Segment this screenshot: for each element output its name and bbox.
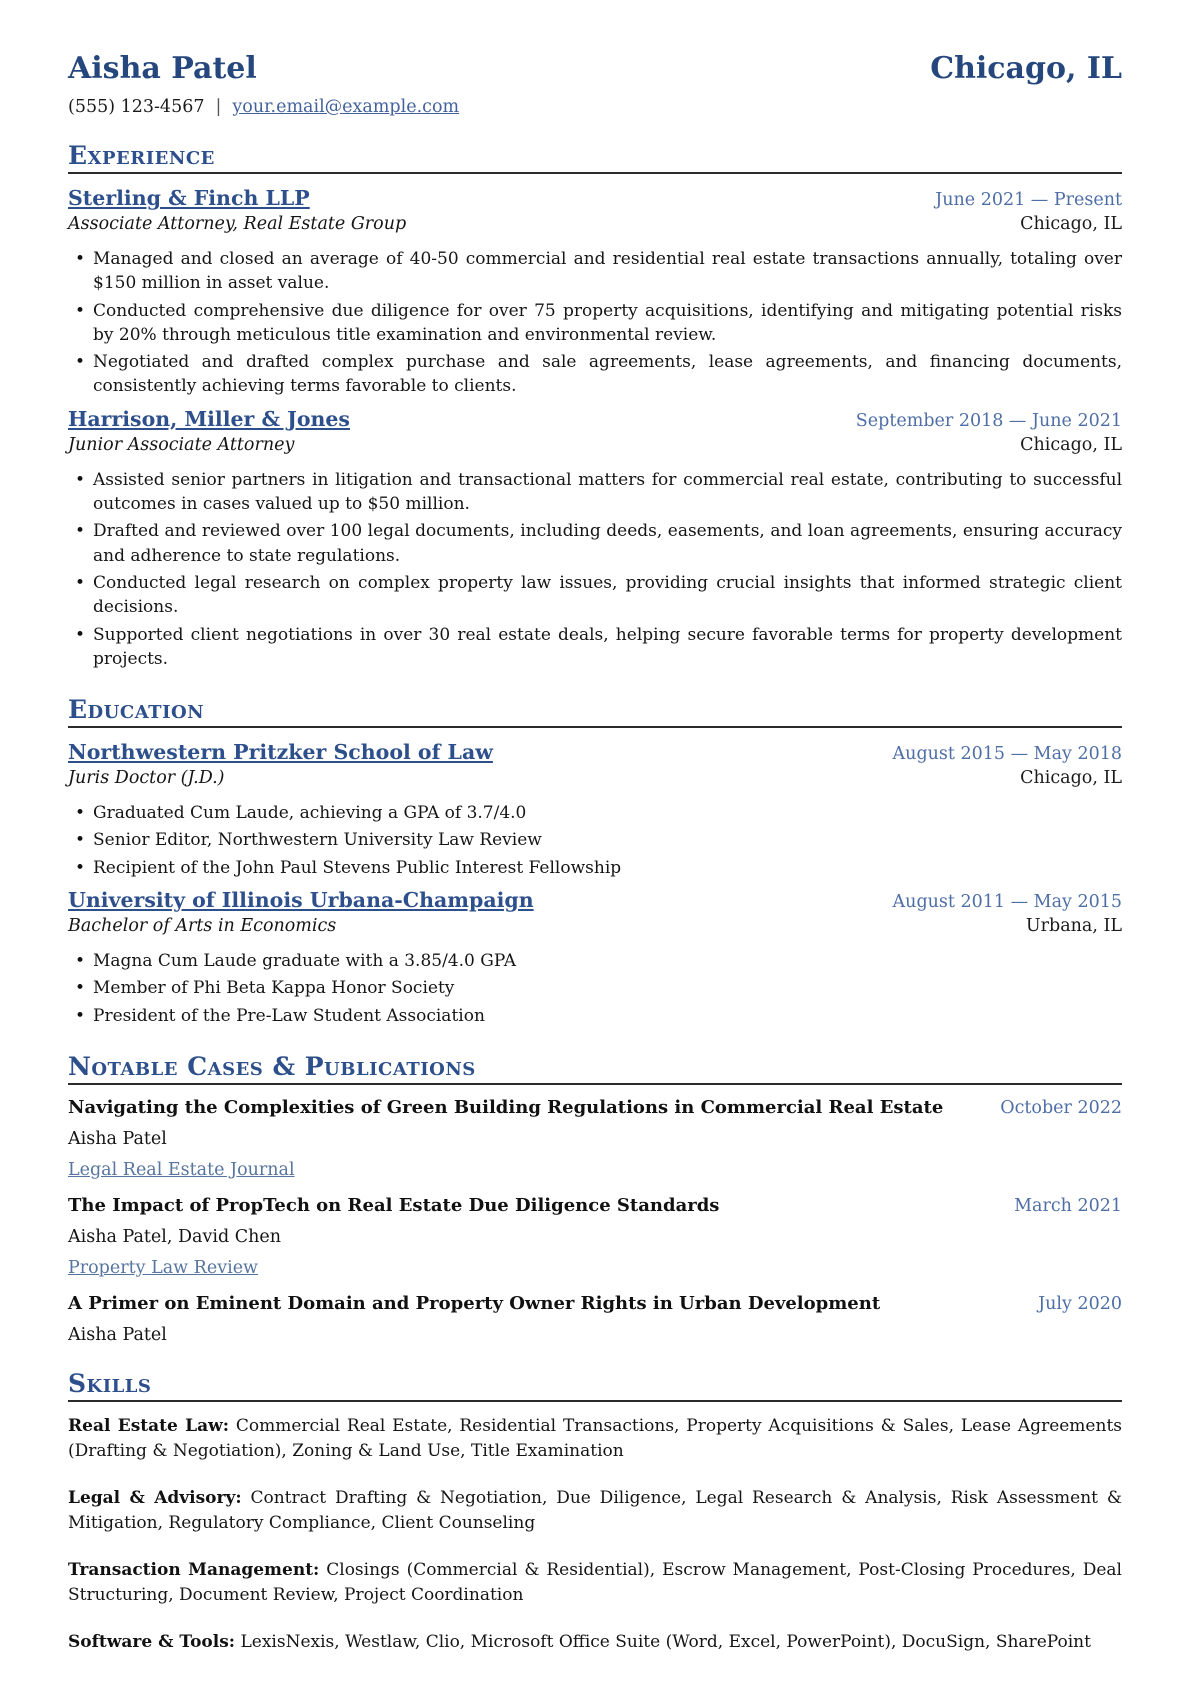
section-title-skills: Skills <box>68 1369 1122 1402</box>
publication-authors: Aisha Patel, David Chen <box>68 1226 282 1247</box>
education-entry <box>68 740 1122 880</box>
date-range: September 2018 — June 2021 <box>855 410 1122 431</box>
publication-title: The Impact of PropTech on Real Estate Due Diligence Standards <box>68 1194 720 1216</box>
person-name: Aisha Patel <box>68 51 257 86</box>
bullet-item: • Conducted comprehensive due diligence for over 75 property acquisitions, identifying and mitigating potential risks by 20% through meticulous title examination and environmental review. <box>68 299 1122 348</box>
job-title: Junior Associate Attorney <box>68 434 295 455</box>
skill-text: Commercial Real Estate, Residential Transactions, Property Acquisitions & Sales, Lease Agreements (Drafting & Negotiation), Zoning & Land Use, Title Examination <box>68 1415 1122 1462</box>
bullet-item: • Senior Editor, Northwestern University Law Review <box>68 828 1122 852</box>
bullet-list <box>68 247 1122 399</box>
bullet-item: • Recipient of the John Paul Stevens Public Interest Fellowship <box>68 856 1122 880</box>
skill-category <box>68 1486 1122 1537</box>
skill-text: Contract Drafting & Negotiation, Due Diligence, Legal Research & Analysis, Risk Assessment & Mitigation, Regulatory Compliance, Client Counseling <box>68 1487 1122 1534</box>
skill-category <box>68 1558 1122 1609</box>
publication-entry <box>68 1293 1122 1345</box>
publication-title: Navigating the Complexities of Green Building Regulations in Commercial Real Estate <box>68 1096 944 1118</box>
skill-text: Closings (Commercial & Residential), Escrow Management, Post-Closing Procedures, Deal Structuring, Document Review, Project Coordination <box>68 1559 1122 1606</box>
journal-link[interactable]: Property Law Review <box>68 1257 259 1278</box>
skill-label: Transaction Management: <box>68 1559 320 1580</box>
publication-date: October 2022 <box>1000 1097 1122 1118</box>
education-entry <box>68 888 1122 1028</box>
degree-title: Juris Doctor (J.D.) <box>68 768 225 789</box>
phone-number: (555) 123-4567 <box>68 97 205 117</box>
degree-title: Bachelor of Arts in Economics <box>68 916 337 937</box>
publication-authors: Aisha Patel <box>68 1128 167 1149</box>
skill-category <box>68 1630 1122 1656</box>
header-location: Chicago, IL <box>930 51 1122 86</box>
publication-date: July 2020 <box>1038 1293 1122 1314</box>
bullet-item: • President of the Pre-Law Student Association <box>68 1004 1122 1028</box>
job-location: Chicago, IL <box>1020 214 1122 234</box>
section-title-publications: Notable Cases & Publications <box>68 1052 1122 1085</box>
skill-category <box>68 1414 1122 1465</box>
section-title-experience: Experience <box>68 141 1122 174</box>
bullet-list <box>68 949 1122 1028</box>
date-range: June 2021 — Present <box>935 190 1122 210</box>
publication-authors: Aisha Patel <box>68 1324 167 1345</box>
bullet-item: • Member of Phi Beta Kappa Honor Society <box>68 976 1122 1000</box>
contact-separator: | <box>215 97 222 117</box>
bullet-item: • Managed and closed an average of 40-50 commercial and residential real estate transactions annually, totaling over $150 million in asset value. <box>68 247 1122 296</box>
skill-label: Software & Tools: <box>68 1631 236 1652</box>
bullet-item: • Supported client negotiations in over 30 real estate deals, helping secure favorable terms for property development projects. <box>68 623 1122 672</box>
bullet-item: • Conducted legal research on complex property law issues, providing crucial insights that informed strategic client decisions. <box>68 571 1122 620</box>
company-link[interactable]: Harrison, Miller & Jones <box>68 406 350 431</box>
date-range: August 2011 — May 2015 <box>892 892 1122 913</box>
publication-date: March 2021 <box>1014 1195 1122 1216</box>
skill-text: LexisNexis, Westlaw, Clio, Microsoft Office Suite (Word, Excel, PowerPoint), DocuSign, SharePoint <box>240 1631 1091 1652</box>
job-location: Chicago, IL <box>1020 434 1122 455</box>
skill-label: Real Estate Law: <box>68 1415 230 1436</box>
bullet-item: • Drafted and reviewed over 100 legal documents, including deeds, easements, and loan agreements, ensuring accuracy and adherence to state regulations. <box>68 519 1122 568</box>
publication-entry <box>68 1097 1122 1189</box>
skill-label: Legal & Advisory: <box>68 1487 242 1508</box>
job-title: Associate Attorney, Real Estate Group <box>68 214 407 234</box>
bullet-item: • Magna Cum Laude graduate with a 3.85/4.0 GPA <box>68 949 1122 973</box>
school-link[interactable]: University of Illinois Urbana-Champaign <box>68 888 534 913</box>
school-location: Urbana, IL <box>1025 916 1122 937</box>
bullet-item: • Negotiated and drafted complex purchase and sale agreements, lease agreements, and financing documents, consistently achieving terms favorable to clients. <box>68 350 1122 399</box>
bullet-list <box>68 801 1122 880</box>
section-title-education: Education <box>68 695 1122 728</box>
contact-line <box>68 97 1122 117</box>
date-range: August 2015 — May 2018 <box>892 744 1122 765</box>
journal-link[interactable]: Legal Real Estate Journal <box>68 1159 295 1180</box>
bullet-item: • Graduated Cum Laude, achieving a GPA of 3.7/4.0 <box>68 801 1122 825</box>
email-link[interactable]: your.email@example.com <box>232 97 460 117</box>
experience-entry <box>68 407 1122 671</box>
bullet-list <box>68 468 1122 671</box>
publication-title: A Primer on Eminent Domain and Property Owner Rights in Urban Development <box>68 1292 881 1314</box>
header <box>68 52 1122 85</box>
experience-entry <box>68 186 1122 399</box>
company-link[interactable]: Sterling & Finch LLP <box>68 186 310 210</box>
bullet-item: • Assisted senior partners in litigation and transactional matters for commercial real estate, contributing to successful outcomes in cases valued up to $50 million. <box>68 468 1122 517</box>
school-location: Chicago, IL <box>1020 768 1122 789</box>
publication-entry <box>68 1195 1122 1287</box>
school-link[interactable]: Northwestern Pritzker School of Law <box>68 740 493 765</box>
